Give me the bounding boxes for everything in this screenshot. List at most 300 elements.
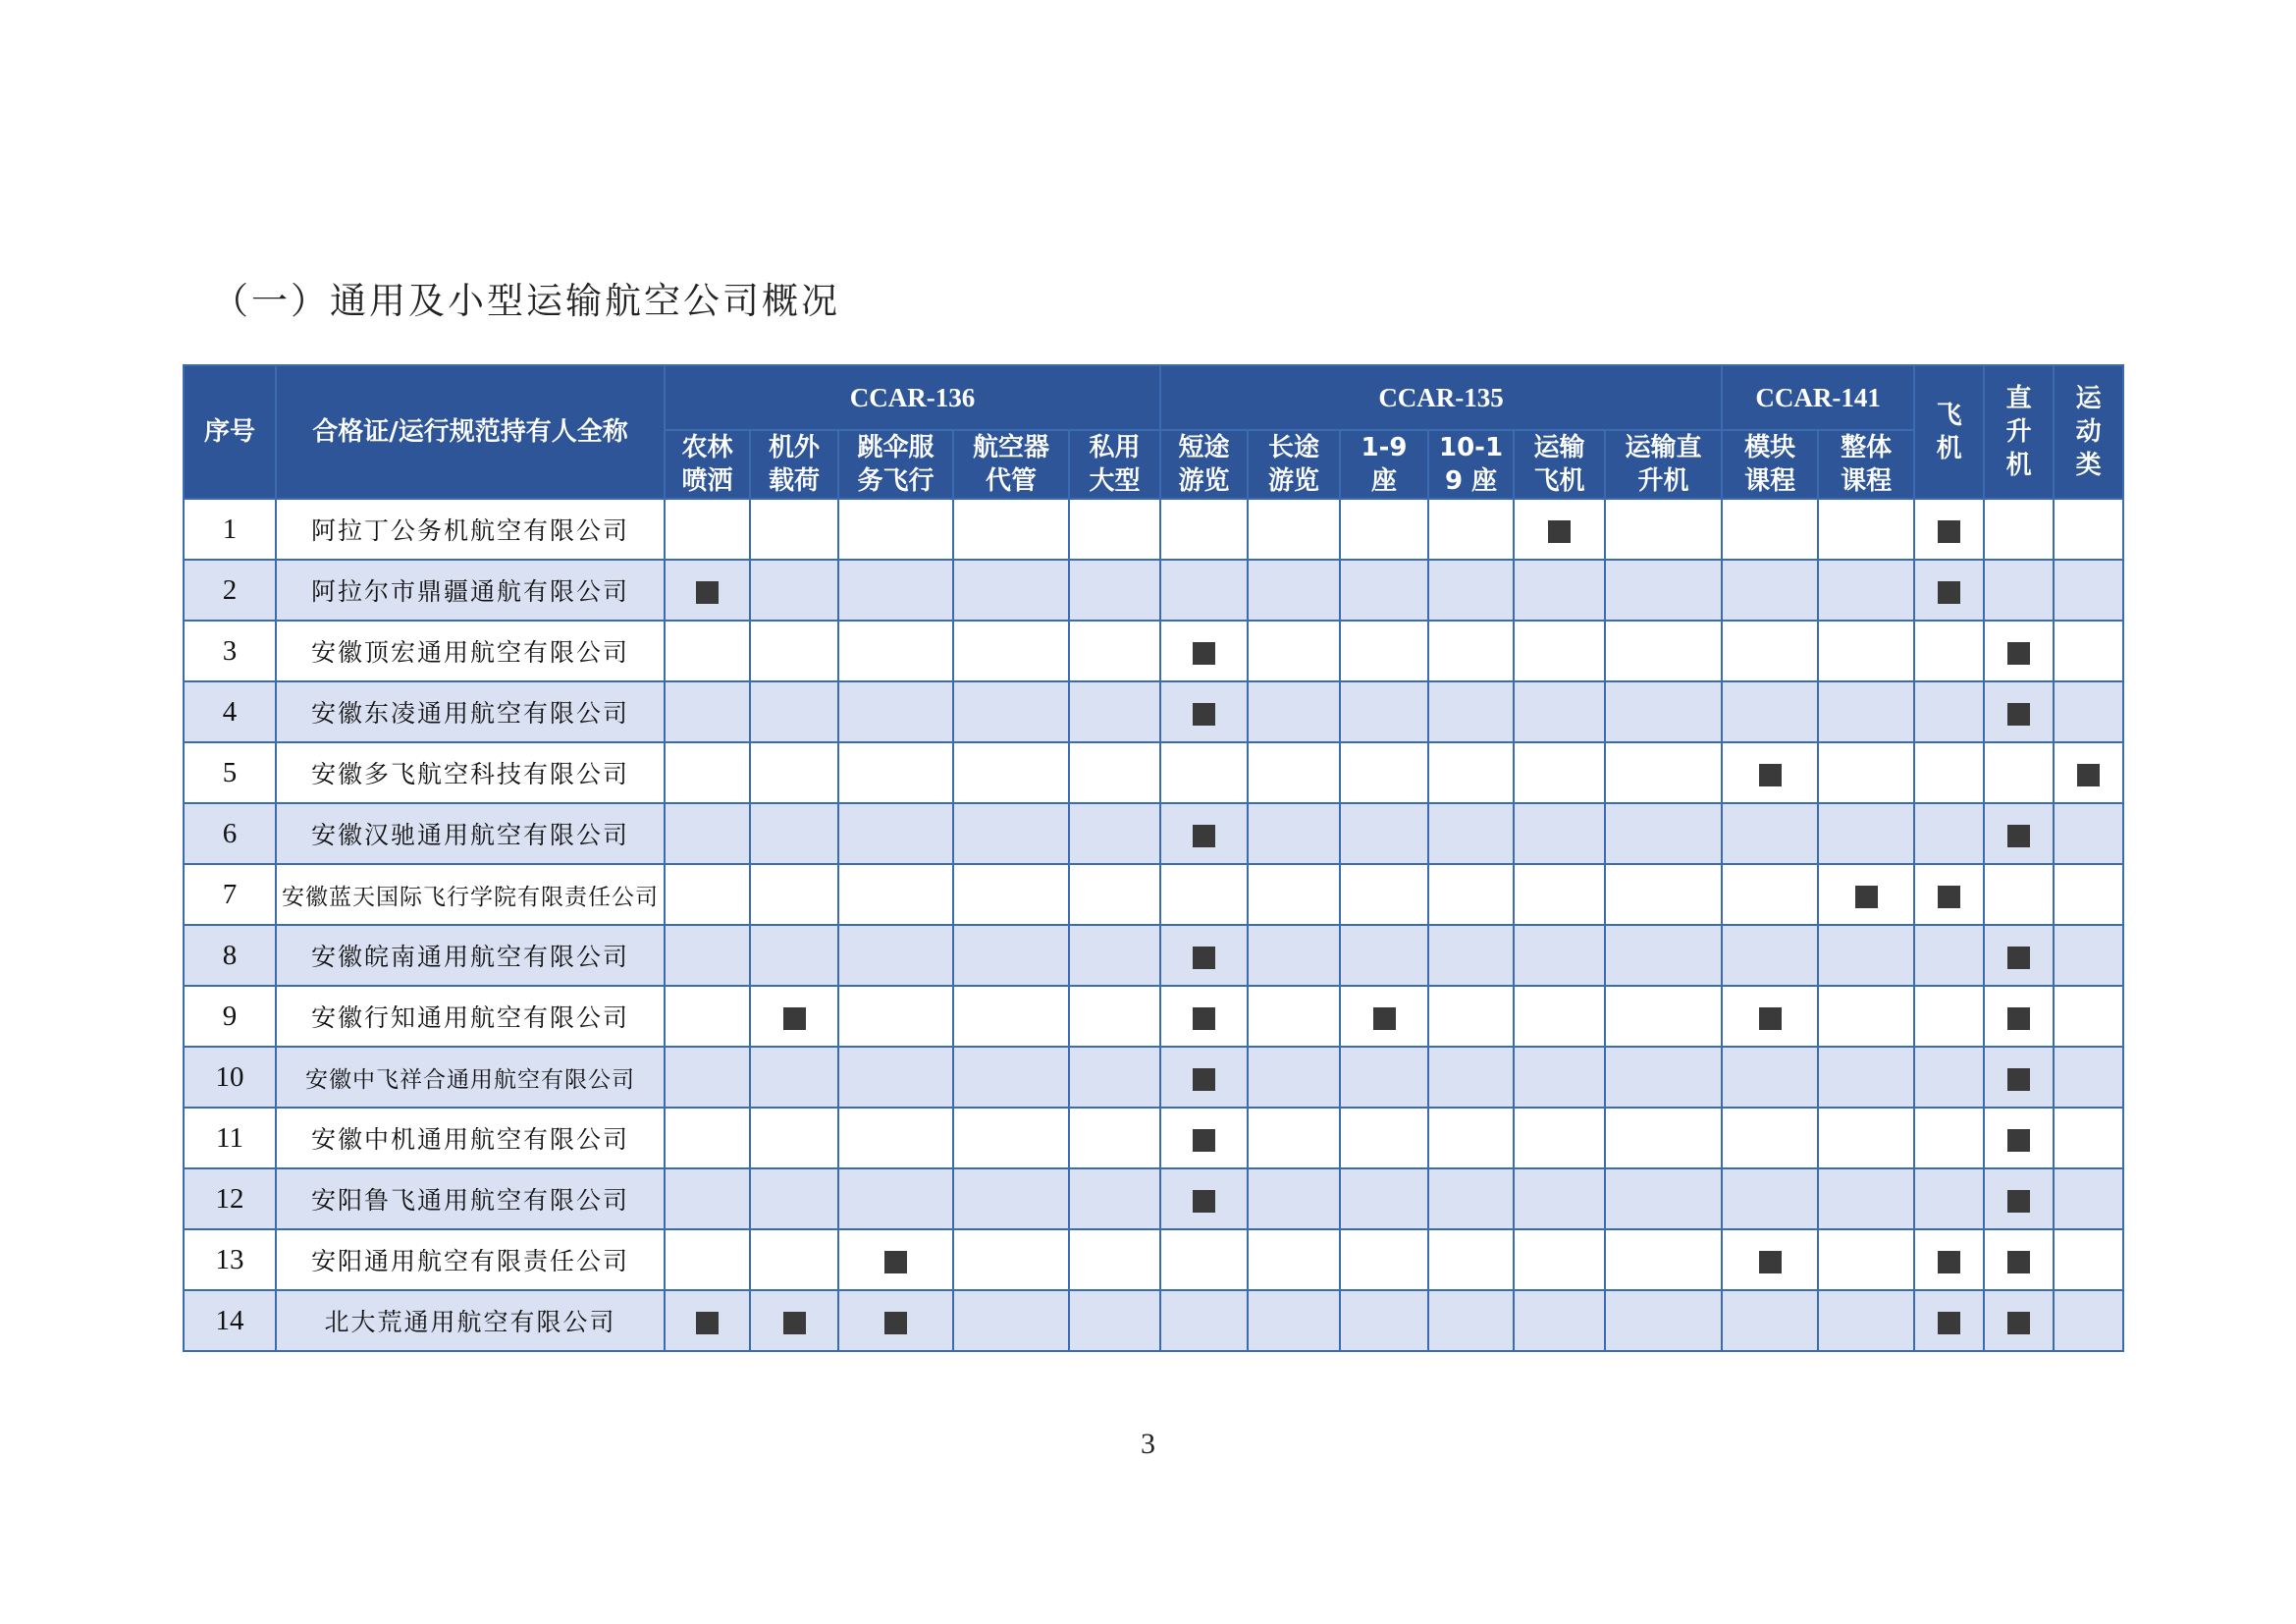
category-cell [838, 986, 953, 1047]
category-cell [838, 1108, 953, 1168]
category-cell [1605, 986, 1722, 1047]
category-cell [1984, 986, 2054, 1047]
category-cell [1722, 1290, 1818, 1351]
category-cell [1818, 1229, 1914, 1290]
filled-square-mark [1193, 825, 1215, 847]
category-cell [1340, 1047, 1428, 1108]
category-cell [1818, 1047, 1914, 1108]
category-cell [1984, 1168, 2054, 1229]
category-cell [2054, 803, 2123, 864]
category-cell [1722, 621, 1818, 681]
category-cell [1069, 864, 1160, 925]
category-cell [1722, 1168, 1818, 1229]
category-cell [1340, 1108, 1428, 1168]
category-cell [1428, 681, 1514, 742]
filled-square-mark [1759, 1007, 1782, 1030]
page-number: 3 [1141, 1428, 1155, 1460]
category-cell [1160, 560, 1248, 621]
category-cell [665, 986, 750, 1047]
category-cell [1722, 986, 1818, 1047]
category-cell [1160, 925, 1248, 986]
category-cell [665, 1229, 750, 1290]
category-cell [838, 499, 953, 560]
category-cell [1984, 499, 2054, 560]
subheader-label: 长途 游览 [1268, 433, 1320, 496]
row-index: 12 [184, 1168, 276, 1229]
holder-name: 安徽蓝天国际飞行学院有限责任公司 [276, 864, 665, 925]
holder-name: 北大荒通用航空有限公司 [276, 1290, 665, 1351]
table-row [184, 681, 2123, 742]
row-index: 14 [184, 1290, 276, 1351]
category-cell [838, 621, 953, 681]
category-cell [1514, 803, 1605, 864]
category-cell [1069, 986, 1160, 1047]
category-cell [1984, 560, 2054, 621]
category-cell [1914, 1168, 1984, 1229]
category-cell [1514, 1108, 1605, 1168]
category-cell [1818, 1168, 1914, 1229]
filled-square-mark [1193, 1129, 1215, 1152]
category-cell [1914, 1290, 1984, 1351]
category-cell [1514, 864, 1605, 925]
category-cell [1069, 1290, 1160, 1351]
category-cell [1818, 499, 1914, 560]
category-cell [1340, 742, 1428, 803]
table-row [184, 560, 2123, 621]
category-cell [750, 681, 838, 742]
operator-table [183, 364, 2124, 1352]
category-cell [1340, 803, 1428, 864]
category-cell [1605, 560, 1722, 621]
filled-square-mark [1193, 1190, 1215, 1213]
category-cell [838, 1047, 953, 1108]
category-cell [1160, 864, 1248, 925]
filled-square-mark [783, 1312, 806, 1334]
category-cell [838, 925, 953, 986]
category-cell [750, 1290, 838, 1351]
category-cell [1722, 864, 1818, 925]
category-cell [1818, 803, 1914, 864]
category-cell [1984, 742, 2054, 803]
category-cell [953, 499, 1069, 560]
holder-name: 安徽汉驰通用航空有限公司 [276, 803, 665, 864]
filled-square-mark [2007, 1129, 2030, 1152]
filled-square-mark [1938, 581, 1960, 604]
category-cell [1914, 803, 1984, 864]
category-cell [1160, 499, 1248, 560]
subheader-label: 机外 载荷 [768, 433, 820, 496]
filled-square-mark [2007, 703, 2030, 726]
category-cell [1605, 864, 1722, 925]
subheader-cell [1514, 430, 1605, 499]
header-group-ccar136: CCAR-136 [665, 365, 1160, 430]
subheader-label: 农林 喷洒 [681, 433, 733, 496]
category-cell [1984, 1290, 2054, 1351]
category-cell [1248, 681, 1340, 742]
filled-square-mark [2007, 825, 2030, 847]
category-cell [1722, 1229, 1818, 1290]
category-cell [1069, 560, 1160, 621]
category-cell [665, 1108, 750, 1168]
category-cell [1605, 499, 1722, 560]
category-cell [838, 1290, 953, 1351]
filled-square-mark [696, 1312, 719, 1334]
table-row [184, 621, 2123, 681]
category-cell [2054, 621, 2123, 681]
category-cell [1914, 621, 1984, 681]
filled-square-mark [1938, 520, 1960, 543]
category-cell [1914, 864, 1984, 925]
category-cell [838, 1168, 953, 1229]
category-cell [1514, 1229, 1605, 1290]
category-cell [1428, 499, 1514, 560]
filled-square-mark [884, 1251, 907, 1273]
subheader-label: 1-9 座 [1361, 433, 1408, 496]
category-cell [838, 864, 953, 925]
table-row [184, 864, 2123, 925]
header-sport-label: 运 动 类 [2075, 384, 2102, 480]
row-index: 11 [184, 1108, 276, 1168]
category-cell [1514, 621, 1605, 681]
holder-name: 安徽行知通用航空有限公司 [276, 986, 665, 1047]
category-cell [953, 1108, 1069, 1168]
category-cell [838, 681, 953, 742]
category-cell [1069, 1168, 1160, 1229]
filled-square-mark [1855, 886, 1878, 908]
category-cell [750, 925, 838, 986]
header-sport [2054, 365, 2123, 499]
category-cell [1818, 621, 1914, 681]
filled-square-mark [1759, 1251, 1782, 1273]
category-cell [750, 560, 838, 621]
filled-square-mark [2007, 1190, 2030, 1213]
category-cell [1818, 560, 1914, 621]
filled-square-mark [2077, 764, 2100, 786]
category-cell [1248, 1229, 1340, 1290]
category-cell [1248, 1290, 1340, 1351]
category-cell [1514, 1290, 1605, 1351]
subheader-cell [1069, 430, 1160, 499]
category-cell [1428, 925, 1514, 986]
header-helicopter [1984, 365, 2054, 499]
category-cell [1248, 864, 1340, 925]
filled-square-mark [2007, 947, 2030, 969]
category-cell [1984, 1047, 2054, 1108]
category-cell [1984, 864, 2054, 925]
category-cell [750, 1168, 838, 1229]
category-cell [2054, 986, 2123, 1047]
table-row [184, 1229, 2123, 1290]
category-cell [1605, 925, 1722, 986]
category-cell [665, 681, 750, 742]
table-row [184, 925, 2123, 986]
row-index: 4 [184, 681, 276, 742]
category-cell [1514, 1168, 1605, 1229]
category-cell [1984, 621, 2054, 681]
table-row [184, 986, 2123, 1047]
category-cell [1069, 925, 1160, 986]
category-cell [2054, 1047, 2123, 1108]
category-cell [1914, 742, 1984, 803]
category-cell [1160, 742, 1248, 803]
category-cell [953, 1168, 1069, 1229]
category-cell [1069, 681, 1160, 742]
category-cell [1428, 1168, 1514, 1229]
category-cell [1914, 681, 1984, 742]
header-group-ccar141: CCAR-141 [1722, 365, 1914, 430]
category-cell [1818, 1290, 1914, 1351]
category-cell [1069, 1229, 1160, 1290]
category-cell [1514, 742, 1605, 803]
category-cell [1248, 1108, 1340, 1168]
category-cell [1514, 499, 1605, 560]
category-cell [1722, 742, 1818, 803]
category-cell [1069, 803, 1160, 864]
holder-name: 安徽中飞祥合通用航空有限公司 [276, 1047, 665, 1108]
category-cell [1428, 621, 1514, 681]
subheader-label: 模块 课程 [1744, 433, 1796, 496]
category-cell [1160, 986, 1248, 1047]
subheader-cell [665, 430, 750, 499]
category-cell [1722, 560, 1818, 621]
category-cell [1160, 1168, 1248, 1229]
category-cell [750, 1108, 838, 1168]
row-index: 8 [184, 925, 276, 986]
category-cell [1984, 681, 2054, 742]
category-cell [1160, 1290, 1248, 1351]
category-cell [1248, 560, 1340, 621]
category-cell [1605, 1168, 1722, 1229]
subheader-cell [1160, 430, 1248, 499]
subheader-cell [750, 430, 838, 499]
subheader-label: 10-1 9 座 [1439, 433, 1504, 496]
category-cell [750, 864, 838, 925]
subheader-cell [1605, 430, 1722, 499]
subheader-label: 跳伞服 务飞行 [857, 433, 934, 496]
category-cell [2054, 925, 2123, 986]
table-row [184, 1290, 2123, 1351]
subheader-cell [838, 430, 953, 499]
table-row [184, 1168, 2123, 1229]
row-index: 3 [184, 621, 276, 681]
category-cell [665, 803, 750, 864]
holder-name: 安徽中机通用航空有限公司 [276, 1108, 665, 1168]
category-cell [665, 1168, 750, 1229]
row-index: 10 [184, 1047, 276, 1108]
subheader-cell [1722, 430, 1818, 499]
category-cell [1428, 742, 1514, 803]
holder-name: 安阳通用航空有限责任公司 [276, 1229, 665, 1290]
category-cell [2054, 499, 2123, 560]
row-index: 6 [184, 803, 276, 864]
category-cell [1069, 1108, 1160, 1168]
category-cell [1248, 925, 1340, 986]
category-cell [1428, 803, 1514, 864]
category-cell [1514, 681, 1605, 742]
category-cell [665, 499, 750, 560]
category-cell [1605, 1290, 1722, 1351]
subheader-label: 航空器 代管 [972, 433, 1049, 496]
category-cell [1340, 621, 1428, 681]
category-cell [953, 621, 1069, 681]
filled-square-mark [1938, 886, 1960, 908]
subheader-label: 运输直 升机 [1625, 433, 1702, 496]
category-cell [1984, 1229, 2054, 1290]
category-cell [1722, 1047, 1818, 1108]
category-cell [1984, 1108, 2054, 1168]
subheader-cell [1340, 430, 1428, 499]
category-cell [838, 1229, 953, 1290]
category-cell [1160, 1047, 1248, 1108]
category-cell [1818, 681, 1914, 742]
category-cell [2054, 681, 2123, 742]
category-cell [665, 1290, 750, 1351]
category-cell [1160, 1229, 1248, 1290]
category-cell [750, 986, 838, 1047]
category-cell [1914, 499, 1984, 560]
category-cell [1340, 864, 1428, 925]
filled-square-mark [2007, 1312, 2030, 1334]
category-cell [665, 864, 750, 925]
category-cell [1605, 1047, 1722, 1108]
filled-square-mark [1193, 703, 1215, 726]
category-cell [953, 1290, 1069, 1351]
category-cell [953, 986, 1069, 1047]
category-cell [2054, 1229, 2123, 1290]
holder-name: 阿拉丁公务机航空有限公司 [276, 499, 665, 560]
category-cell [750, 621, 838, 681]
category-cell [750, 1047, 838, 1108]
category-cell [1428, 1047, 1514, 1108]
category-cell [1722, 803, 1818, 864]
table-row [184, 1047, 2123, 1108]
category-cell [953, 1229, 1069, 1290]
category-cell [665, 1047, 750, 1108]
table-row [184, 1108, 2123, 1168]
category-cell [1605, 803, 1722, 864]
category-cell [1248, 1168, 1340, 1229]
filled-square-mark [1548, 520, 1571, 543]
category-cell [1605, 621, 1722, 681]
holder-name: 安徽皖南通用航空有限公司 [276, 925, 665, 986]
row-index: 2 [184, 560, 276, 621]
subheader-cell [1248, 430, 1340, 499]
category-cell [1914, 1108, 1984, 1168]
category-cell [1605, 1229, 1722, 1290]
category-cell [1605, 742, 1722, 803]
subheader-label: 短途 游览 [1178, 433, 1230, 496]
category-cell [1428, 986, 1514, 1047]
category-cell [953, 864, 1069, 925]
category-cell [1340, 560, 1428, 621]
filled-square-mark [2007, 1251, 2030, 1273]
category-cell [1818, 925, 1914, 986]
row-index: 13 [184, 1229, 276, 1290]
category-cell [953, 681, 1069, 742]
row-index: 7 [184, 864, 276, 925]
category-cell [1248, 499, 1340, 560]
header-airplane [1914, 365, 1984, 499]
subheader-label: 私用 大型 [1089, 433, 1141, 496]
filled-square-mark [696, 581, 719, 604]
category-cell [953, 1047, 1069, 1108]
category-cell [953, 560, 1069, 621]
category-cell [1818, 1108, 1914, 1168]
category-cell [1160, 803, 1248, 864]
header-group-ccar135: CCAR-135 [1160, 365, 1722, 430]
category-cell [1914, 925, 1984, 986]
category-cell [1340, 681, 1428, 742]
category-cell [1248, 621, 1340, 681]
category-cell [1428, 1229, 1514, 1290]
category-cell [1069, 499, 1160, 560]
category-cell [1069, 621, 1160, 681]
category-cell [2054, 1290, 2123, 1351]
filled-square-mark [783, 1007, 806, 1030]
filled-square-mark [1193, 947, 1215, 969]
category-cell [665, 742, 750, 803]
category-cell [1722, 1108, 1818, 1168]
category-cell [953, 803, 1069, 864]
category-cell [1340, 986, 1428, 1047]
category-cell [2054, 560, 2123, 621]
holder-name: 安徽多飞航空科技有限公司 [276, 742, 665, 803]
filled-square-mark [2007, 1007, 2030, 1030]
category-cell [838, 742, 953, 803]
category-cell [1722, 499, 1818, 560]
category-cell [665, 621, 750, 681]
subheader-cell [1818, 430, 1914, 499]
category-cell [1722, 925, 1818, 986]
category-cell [1428, 1290, 1514, 1351]
category-cell [1818, 742, 1914, 803]
category-cell [1160, 1108, 1248, 1168]
category-cell [1514, 560, 1605, 621]
category-cell [953, 925, 1069, 986]
filled-square-mark [1193, 1068, 1215, 1091]
page-title: （一）通用及小型运输航空公司概况 [212, 280, 840, 322]
category-cell [750, 742, 838, 803]
category-cell [1069, 1047, 1160, 1108]
category-cell [1340, 1229, 1428, 1290]
category-cell [1160, 621, 1248, 681]
category-cell [2054, 1168, 2123, 1229]
subheader-label: 整体 课程 [1841, 433, 1893, 496]
filled-square-mark [1373, 1007, 1396, 1030]
category-cell [1984, 925, 2054, 986]
category-cell [1340, 925, 1428, 986]
category-cell [1818, 986, 1914, 1047]
category-cell [2054, 864, 2123, 925]
table-row [184, 803, 2123, 864]
category-cell [750, 1229, 838, 1290]
subheader-cell [1428, 430, 1514, 499]
holder-name: 安徽顶宏通用航空有限公司 [276, 621, 665, 681]
category-cell [665, 925, 750, 986]
category-cell [1428, 1108, 1514, 1168]
category-cell [1818, 864, 1914, 925]
category-cell [750, 803, 838, 864]
category-cell [1914, 560, 1984, 621]
category-cell [838, 803, 953, 864]
category-cell [1248, 1047, 1340, 1108]
category-cell [1248, 986, 1340, 1047]
category-cell [2054, 742, 2123, 803]
holder-name: 安徽东凌通用航空有限公司 [276, 681, 665, 742]
category-cell [953, 742, 1069, 803]
category-cell [1514, 925, 1605, 986]
filled-square-mark [1193, 1007, 1215, 1030]
